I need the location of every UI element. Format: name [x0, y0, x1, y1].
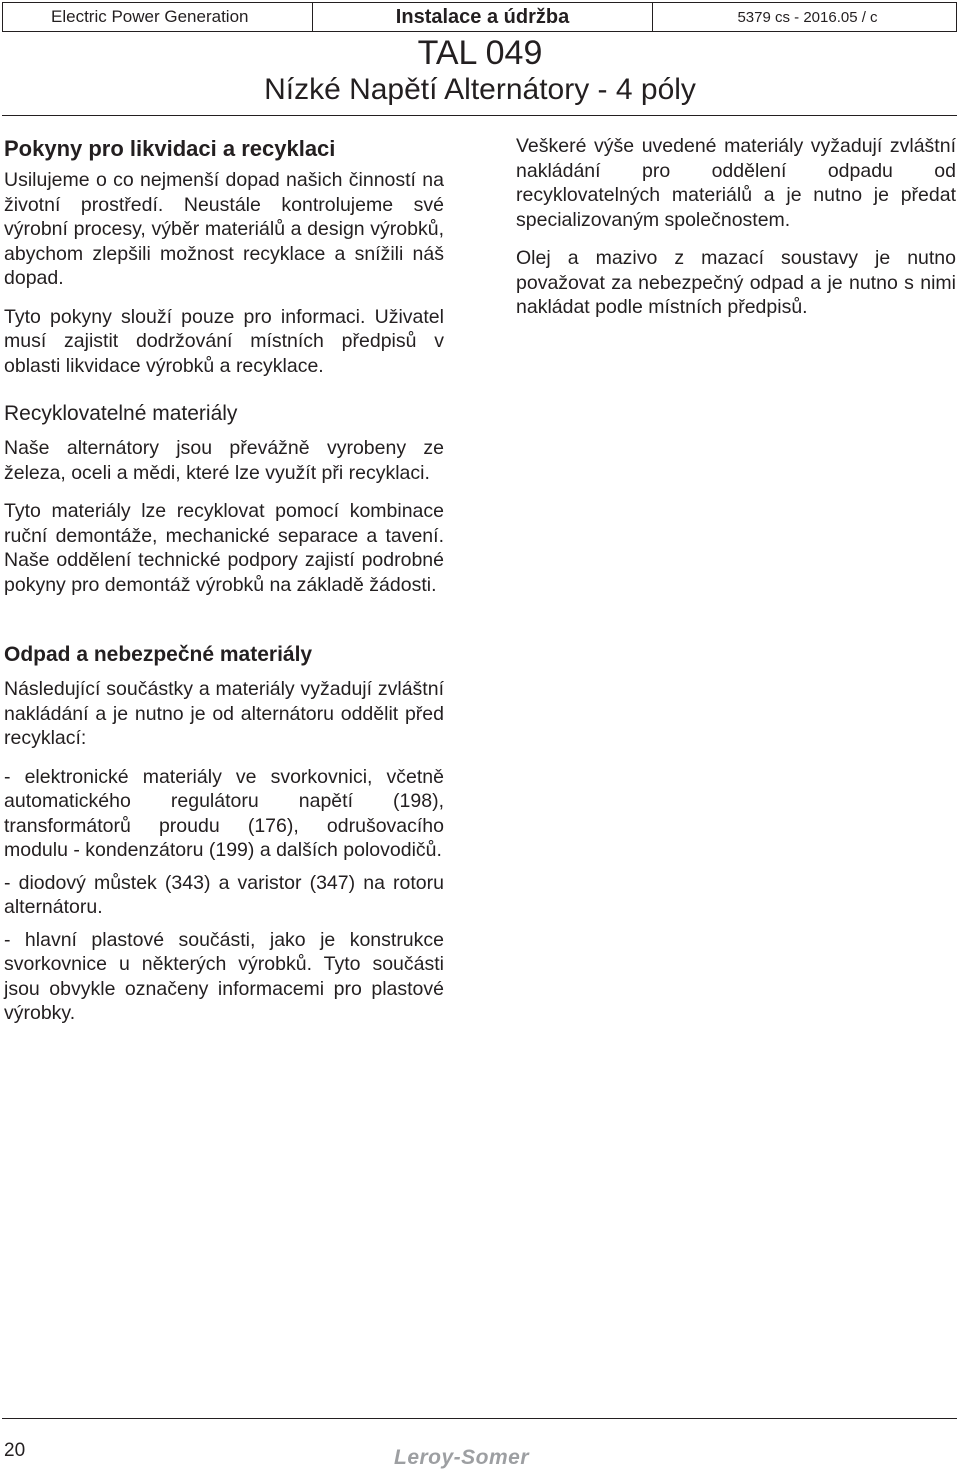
hazardous-item: - elektronické materiály ve svorkovnici, včetně automatického regulátoru napětí (198), transformátorů proudu (176), odrušovacího modulu - kondenzátoru (199) a dalších polovodičů. [4, 765, 444, 861]
header-doc-ref: 5379 cs - 2016.05 / c [737, 8, 878, 26]
recyclable-heading: Recyklovatelné materiály [4, 402, 238, 425]
page-number: 20 [4, 1440, 26, 1461]
svg-text:Leroy-Somer: Leroy-Somer [394, 1446, 530, 1469]
footer-divider [2, 1418, 957, 1419]
header-section: Instalace a údržba [313, 3, 653, 31]
hazardous-heading: Odpad a nebezpečné materiály [4, 643, 313, 666]
recyclable-paragraph-2: Tyto materiály lze recyklovat pomocí kombinace ruční demontáže, mechanické separace a tavení. Naše oddělení technické podpory zajistí podrobné pokyny pro demontáž výrobků na základě žádosti. [4, 500, 444, 596]
hazardous-intro: Následující součástky a materiály vyžadují zvláštní nakládání a je nutno je od alternátoru oddělit před recyklací: [4, 678, 444, 749]
right-paragraph-2: Olej a mazivo z mazací soustavy je nutno považovat za nebezpečný odpad a je nutno s nimi nakládat podle místních předpisů. [516, 247, 956, 318]
document-subtitle: Nízké Napětí Alternátory - 4 póly [264, 73, 696, 106]
disposal-heading: Pokyny pro likvidaci a recyklaci [4, 136, 336, 161]
disposal-paragraph-2: Tyto pokyny slouží pouze pro informaci. Uživatel musí zajistit dodržování místních předpisů v oblasti likvidace výrobků a recyklace. [4, 305, 444, 377]
header-table [2, 2, 957, 32]
leroy-somer-logo [394, 1444, 554, 1470]
header-divider [2, 115, 957, 116]
hazardous-item: - diodový můstek (343) a varistor (347) na rotoru alternátoru. [4, 871, 444, 918]
document-title: TAL 049 [417, 34, 543, 72]
right-paragraph-1: Veškeré výše uvedené materiály vyžadují zvláštní nakládání pro oddělení odpadu od recyklovatelných materiálů a je nutno je předat specializovaným společnostem. [516, 135, 956, 231]
hazardous-item: - hlavní plastové součásti, jako je konstrukce svorkovnice u některých výrobků. Tyto součásti jsou obvykle označeny informacemi pro plastové výrobky. [4, 928, 444, 1024]
recyclable-paragraph-1: Naše alternátory jsou převážně vyrobeny ze železa, oceli a mědi, které lze využít při recyklaci. [4, 437, 444, 484]
left-column [4, 134, 444, 1034]
disposal-paragraph-1: Usilujeme o co nejmenší dopad našich činností na životní prostředí. Neustále kontrolujeme své výrobní procesy, výběr materiálů a design výrobků, abychom zlepšili možnost recyklace a snížili náš dopad. [4, 169, 444, 289]
right-column [516, 134, 956, 334]
header-company: Electric Power Generation [3, 3, 313, 31]
